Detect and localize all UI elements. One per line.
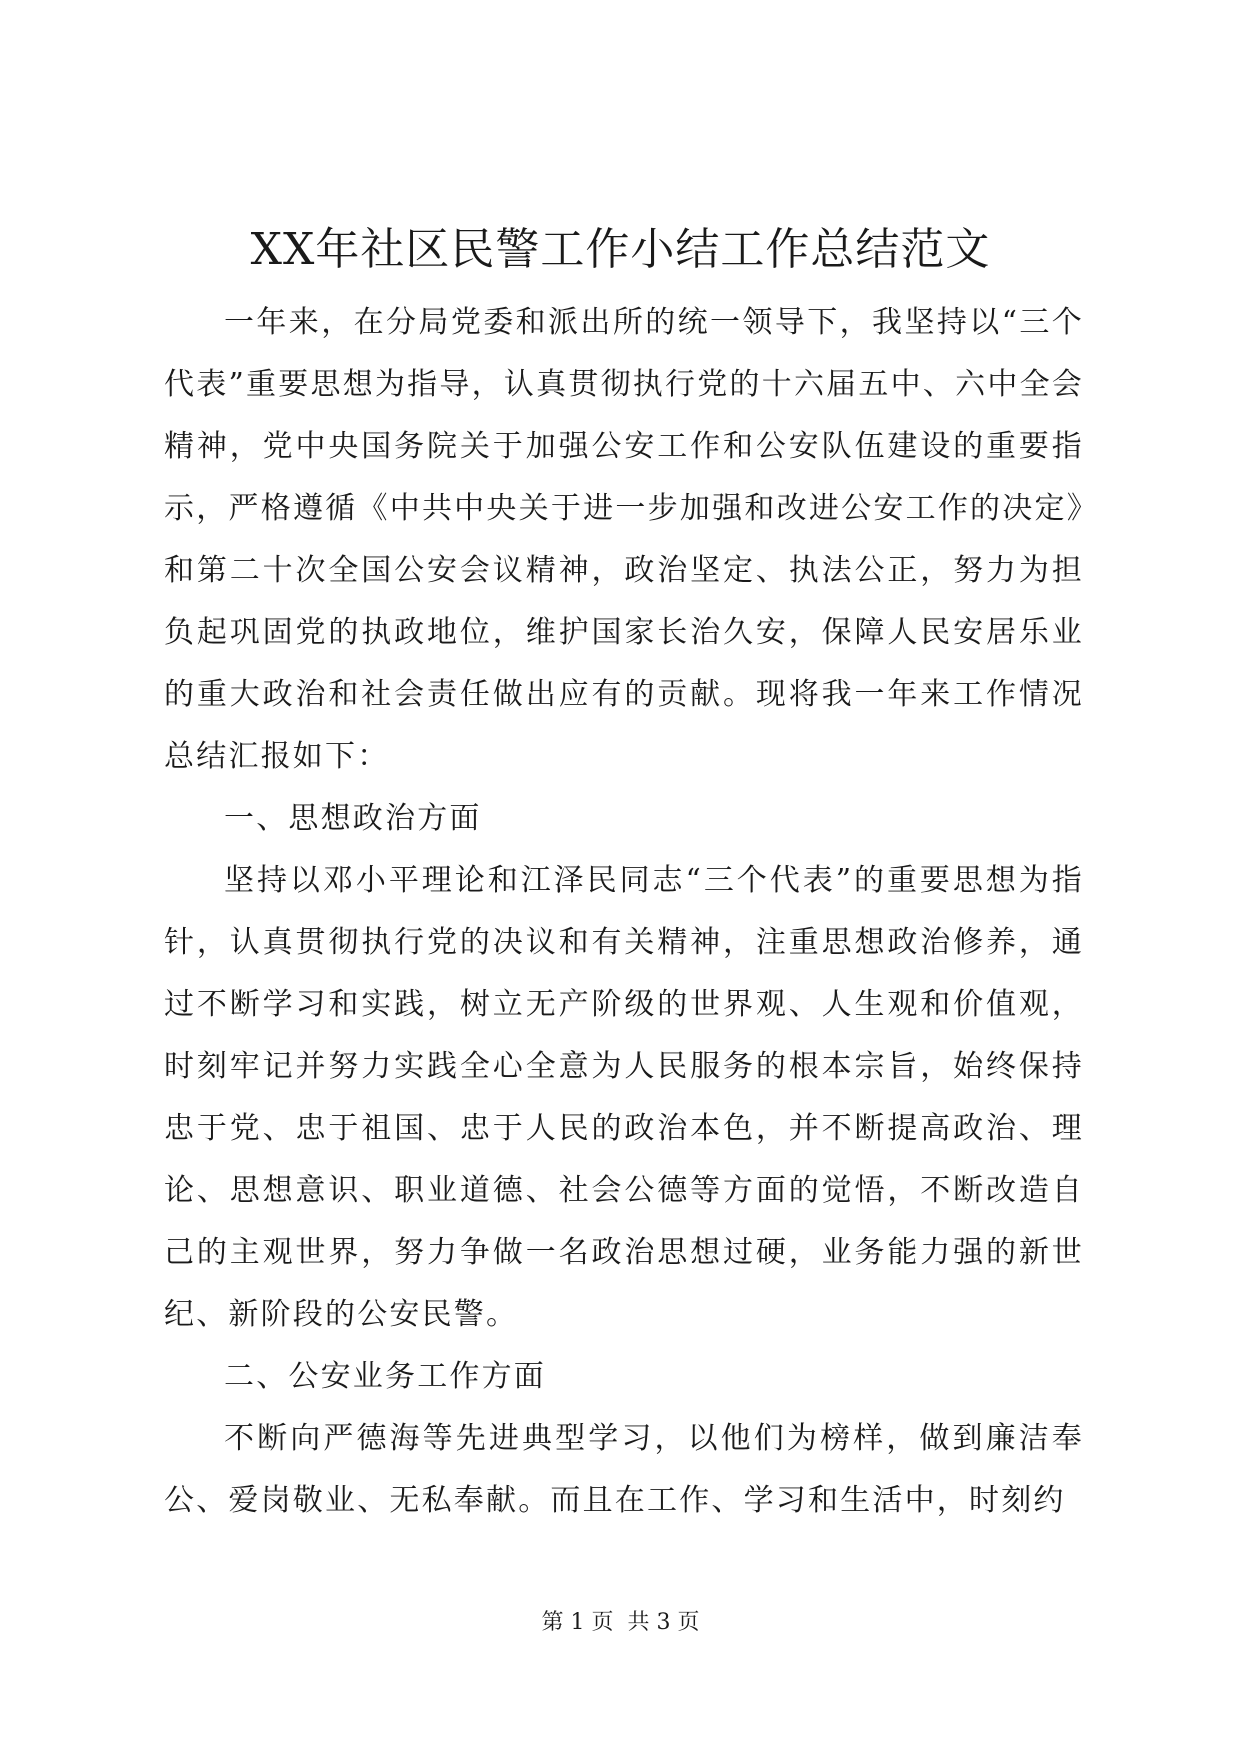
ideology-paragraph: 坚持以邓小平理论和江泽民同志“三个代表”的重要思想为指针，认真贯彻执行党的决议和有关精神，注重思想政治修养，通过不断学习和实践，树立无产阶级的世界观、人生观和价值观，时刻牢记并努力实践全心全意为人民服务的根本宗旨，始终保持忠于党、忠于祖国、忠于人民的政治本色，并不断提高政治、理论、思想意识、职业道德、社会公德等方面的觉悟，不断改造自己的主观世界，努力争做一名政治思想过硬，业务能力强的新世纪、新阶段的公安民警。	[164, 863, 1084, 1332]
section-heading-ideology: 一、思想政治方面	[224, 801, 482, 836]
page-number: 第 1 页 共 3 页	[541, 1610, 700, 1635]
page-footer	[0, 1608, 1241, 1638]
intro-paragraph: 一年来，在分局党委和派出所的统一领导下，我坚持以“三个代表”重要思想为指导，认真贯彻执行党的十六届五中、六中全会精神，党中央国务院关于加强公安工作和公安队伍建设的重要指示，严格遵循《中共中央关于进一步加强和改进公安工作的决定》和第二十次全国公安会议精神，政治坚定、执法公正，努力为担负起巩固党的执政地位，维护国家长治久安，保障人民安居乐业的重大政治和社会责任做出应有的贡献。现将我一年来工作情况总结汇报如下：	[164, 305, 1084, 774]
section-heading-police-work: 二、公安业务工作方面	[224, 1359, 546, 1394]
police-work-paragraph: 不断向严德海等先进典型学习，以他们为榜样，做到廉洁奉公、爱岗敬业、无私奉献。而且在工作、学习和生活中，时刻约	[164, 1421, 1084, 1518]
document-body	[164, 292, 1084, 1532]
document-title: XX年社区民警工作小结工作总结范文	[250, 224, 991, 275]
